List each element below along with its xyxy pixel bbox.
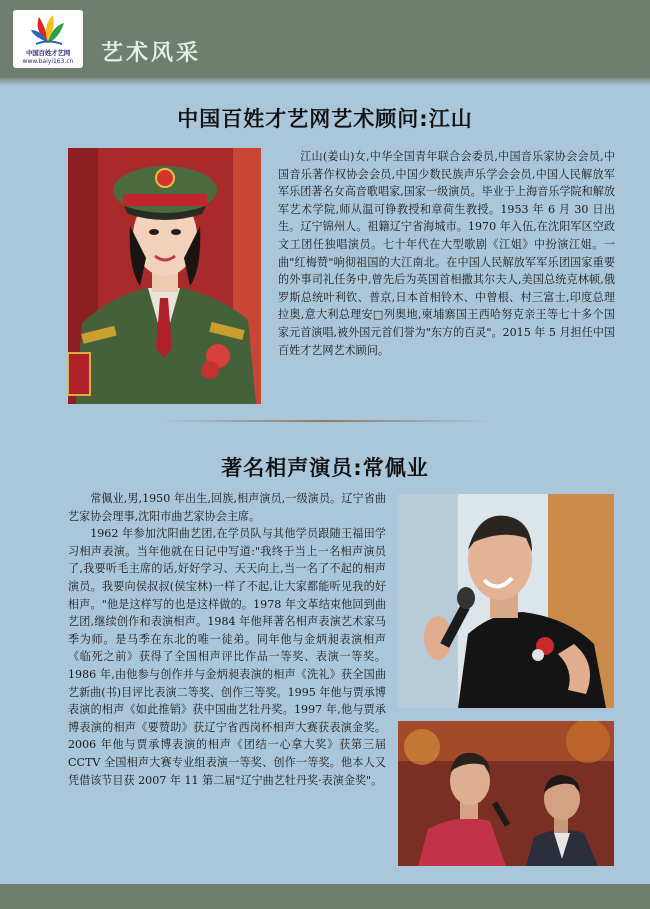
header-shadow — [0, 78, 650, 86]
site-logo[interactable] — [13, 10, 83, 68]
logo-emblem-icon — [30, 13, 66, 47]
section2-title: 著名相声演员:常佩业 — [221, 456, 429, 480]
performer-microphone-icon — [398, 494, 614, 708]
page-footer — [0, 884, 650, 909]
jiangshan-portrait-photo — [68, 148, 261, 404]
section2-paragraph-1: 常佩业,男,1950 年出生,回族,相声演员,一级演员。辽宁省曲艺家协会理事,沈阳市曲艺家协会主席。 — [68, 492, 386, 523]
duo-performance-icon — [398, 721, 614, 866]
section1-title: 中国百姓才艺网艺术顾问:江山 — [177, 107, 473, 131]
changpeiye-photo-1 — [398, 494, 614, 708]
section2-bio-text — [68, 490, 386, 789]
section2-paragraph-2: 1962 年参加沈阳曲艺团,在学员队与其他学员跟随王福田学习相声表演。当年他就在日记中写道:"我终于当上一名相声演员了,我要听毛主席的话,好好学习、天天向上,当一名了不起的相声演员。我要向侯叔叔(侯宝林)一样了不起,让大家都能听见我的好相声。"他是这样写的也是这样做的。1978 年文革结束他回到曲艺团,继续创作和表演相声。1984 年他拜著名相声表演艺术家马季为师。是马季在东北的唯一徒弟。同年他与金炳昶表演相声《临死之前》获得了全国相声评比作品一等奖、表演一等奖。1986 年,由他参与创作并与金炳昶表演的相声《洗礼》获全国曲艺新曲(书)目评比表演二等奖、创作三等奖。1995 年他与贾承博表演的相声《如此推销》获中国曲艺牡丹奖。1997 年,他与贾承博表演的相声《要赞助》获辽宁省西岗杯相声大赛获表演金奖。2006 年他与贾承博表演的相声《团结一心拿大奖》获第三届 CCTV 全国相声大赛专业组表演一等奖、创作一等奖。他本人又凭借该节目获 2007 年 11 第二届"辽宁曲艺牡丹奖·表演金奖"。 — [68, 527, 386, 787]
header-title: 艺术风采 — [101, 41, 202, 66]
logo-site-name: 中国百姓才艺网 — [25, 49, 71, 57]
changpeiye-photo-2 — [398, 721, 614, 866]
logo-site-url: www.baiyi163.cn — [22, 58, 74, 65]
page-header — [0, 0, 650, 78]
section-divider — [160, 420, 490, 422]
portrait-uniform-icon — [68, 148, 261, 404]
section1-bio-paragraph: 江山(姜山)女,中华全国青年联合会委员,中国音乐家协会会员,中国音乐著作权协会会员,中国少数民族声乐学会会员,中国人民解放军军乐团著名女高音歌唱家,国家一级演员。毕业于上海音乐学院和解放军艺术学院,师从温可铮教授和章荷生教授。1953 年 6 月 30 日出生。辽宁锦州人。祖籍辽宁省海城市。1970 年入伍,在沈阳军区空政文工团任独唱演员。七十年代在大型歌剧《江姐》中扮演江姐。一曲"红梅赞"响彻祖国的大江南北。在中国人民解放军军乐团国家重要的外事司礼任务中,曾先后为英国首相撒其尔夫人,美国总统克林顿,俄罗斯总统叶利钦、普京,日本首相铃木、中曾根、村三富士,印度总理拉奥,意大利总理安□列奥地,柬埔寨国王西哈努克亲王等七十多个国家元首演唱,被外国元首们誉为"东方的百灵"。2015 年 5 月担任中国百姓才艺网艺术顾问。 — [278, 150, 615, 357]
section1-bio-text — [278, 148, 615, 359]
